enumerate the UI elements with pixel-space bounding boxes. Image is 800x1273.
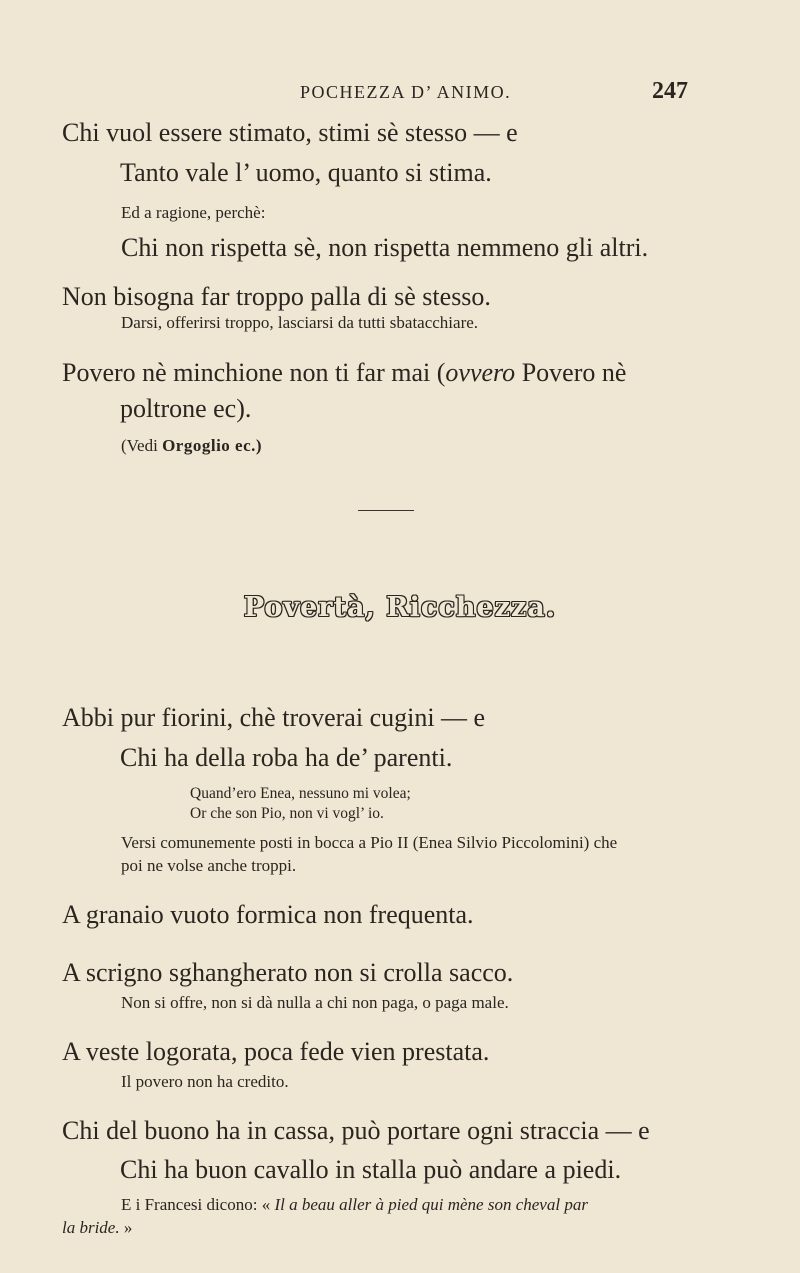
verse-line: Or che son Pio, non vi vogl’ io. <box>190 805 384 822</box>
cross-reference: Orgoglio ec.) <box>162 436 263 455</box>
text-line: A scrigno sghangherato non si crolla sacco. <box>62 958 514 987</box>
text-line <box>121 1195 588 1215</box>
text-line: Chi vuol essere stimato, stimi sè stesso — e <box>62 118 518 147</box>
text-line: A veste logorata, poca fede vien prestata. <box>62 1037 490 1066</box>
text-line <box>62 358 626 388</box>
text-line: poltrone ec). <box>120 394 252 423</box>
text-line: Chi ha buon cavallo in stalla può andare a piedi. <box>120 1155 622 1184</box>
text-line: Abbi pur fiorini, chè troverai cugini — e <box>62 703 486 732</box>
text-line: Non bisogna far troppo palla di sè stesso. <box>62 282 491 311</box>
text-line: Chi non rispetta sè, non rispetta nemmeno gli altri. <box>121 233 649 262</box>
text-line: Ed a ragione, perchè: <box>121 203 266 222</box>
text-span: E i Francesi dicono: « <box>121 1195 275 1214</box>
text-line: Non si offre, non si dà nulla a chi non paga, o paga male. <box>121 993 509 1012</box>
page-number: 247 <box>652 78 688 104</box>
section-heading: Povertà, Ricchezza. <box>243 592 557 623</box>
page-header <box>0 78 800 112</box>
text-line: Chi del buono ha in cassa, può portare ogni straccia — e <box>62 1116 650 1145</box>
section-divider <box>358 510 414 511</box>
text-line: poi ne volse anche troppi. <box>121 856 297 875</box>
italic-span: la bride. <box>62 1218 120 1237</box>
verse-line: Quand’ero Enea, nessuno mi volea; <box>190 785 411 802</box>
text-line <box>62 1218 132 1238</box>
text-span: Povero nè <box>515 358 627 387</box>
text-span: Povero nè minchione non ti far mai ( <box>62 358 446 387</box>
text-line: A granaio vuoto formica non frequenta. <box>62 900 474 929</box>
text-line: Chi ha della roba ha de’ parenti. <box>120 743 453 772</box>
running-title: POCHEZZA D’ ANIMO. <box>300 82 512 102</box>
text-span: (Vedi <box>121 436 163 455</box>
text-line: Versi comunemente posti in bocca a Pio II (Enea Silvio Piccolomini) che <box>121 833 618 852</box>
text-line: Il povero non ha credito. <box>121 1072 289 1091</box>
text-span: » <box>119 1218 133 1237</box>
text-line: Tanto vale l’ uomo, quanto si stima. <box>120 158 492 187</box>
text-line <box>121 436 262 456</box>
text-line: Darsi, offerirsi troppo, lasciarsi da tutti sbatacchiare. <box>121 313 479 332</box>
italic-span: ovvero <box>445 358 516 387</box>
italic-span: Il a beau aller à pied qui mène son cheval par <box>274 1195 588 1214</box>
